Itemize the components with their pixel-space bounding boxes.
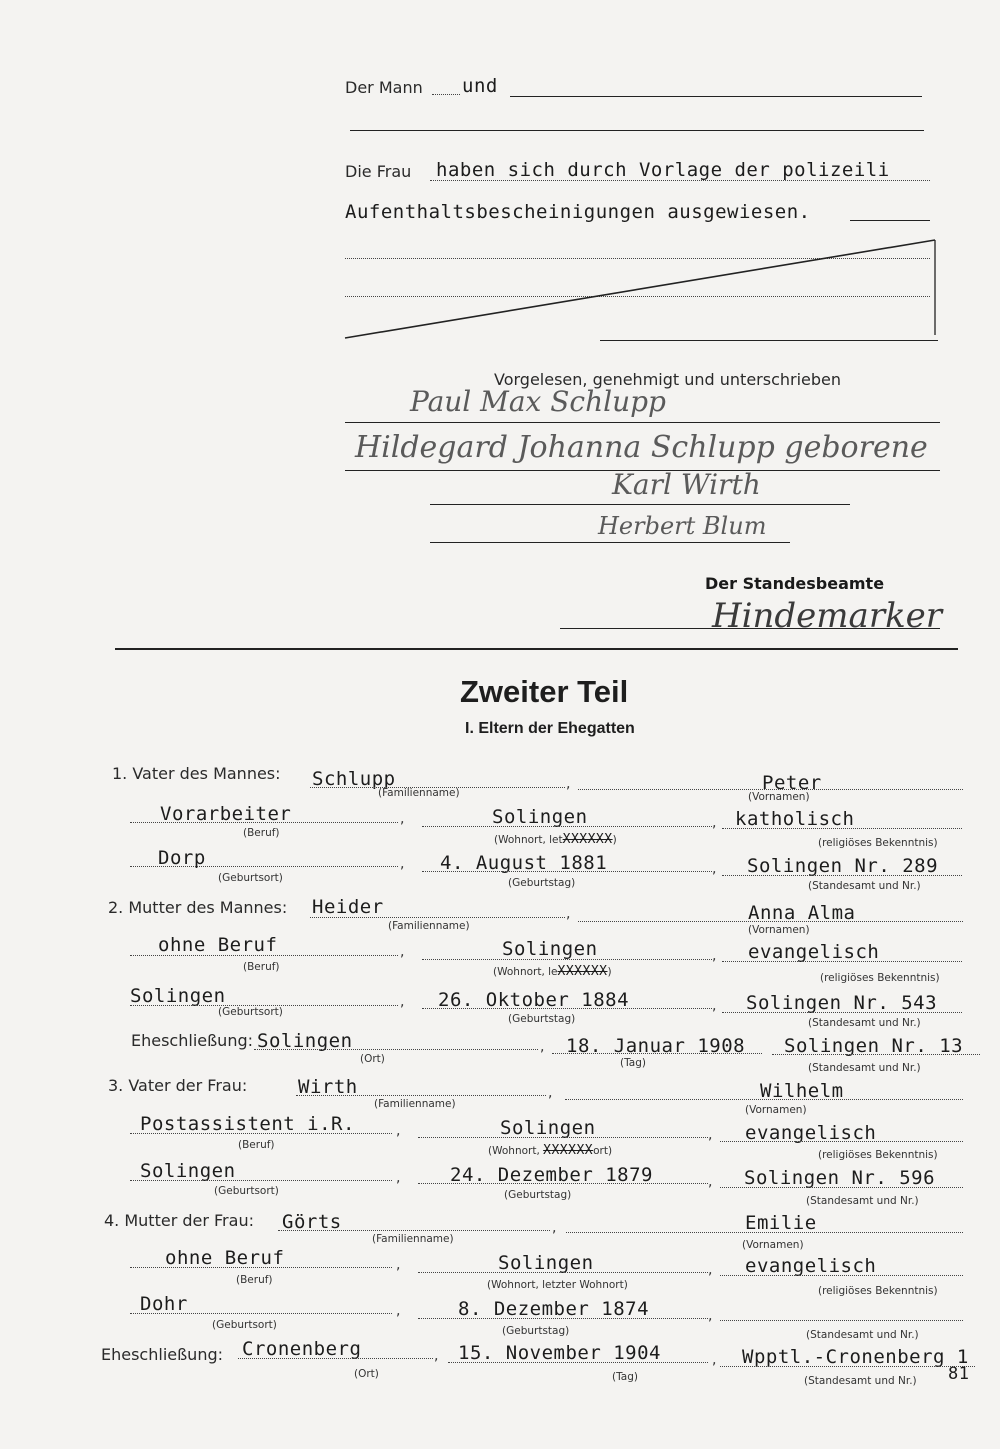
marriage2-ort-cap: (Ort) [354, 1368, 379, 1380]
entry1-vorname: Peter [762, 772, 822, 794]
entry2-standesamt-line [722, 1012, 962, 1013]
entry3-geburtsort: Solingen [140, 1160, 236, 1182]
entry3-geburtstag: 24. Dezember 1879 [450, 1164, 653, 1186]
entry4-standesamt-line [720, 1320, 963, 1321]
comma: , [712, 1352, 717, 1368]
entry1-bekenntnis-cap: (religiöses Bekenntnis) [818, 837, 938, 849]
entry3-name-line [296, 1095, 546, 1096]
section-subtitle: I. Eltern der Ehegatten [465, 720, 635, 737]
entry4-geburtsort-line [130, 1313, 392, 1314]
frau-line-2 [850, 220, 930, 221]
entry3-standesamt-cap: (Standesamt und Nr.) [806, 1195, 919, 1207]
entry1-geburtstag-line [422, 871, 712, 872]
divider-line-2 [600, 340, 938, 341]
comma: , [708, 1262, 713, 1278]
sig-line-1 [345, 422, 940, 423]
strike-through-line [340, 235, 940, 345]
comma: , [434, 1348, 439, 1364]
entry1-name: Schlupp [312, 768, 396, 790]
marriage1-tag-cap: (Tag) [620, 1057, 646, 1069]
comma: , [396, 1303, 401, 1319]
entry2-wohnort-cap [493, 964, 612, 979]
entry4-beruf: ohne Beruf [165, 1247, 285, 1269]
entry1-standesamt-line [722, 875, 962, 876]
entry2-geburtstag: 26. Oktober 1884 [438, 989, 630, 1011]
entry2-geburtsort-cap: (Geburtsort) [218, 1006, 283, 1018]
entry4-bekenntnis-cap: (religiöses Bekenntnis) [818, 1285, 938, 1297]
frau-text-2: Aufenthaltsbescheinigungen ausgewiesen. [345, 201, 811, 223]
entry4-beruf-line [130, 1267, 392, 1268]
entry3-standesamt-line [720, 1187, 963, 1188]
entry1-beruf-cap: (Beruf) [243, 827, 280, 839]
comma: , [708, 1174, 713, 1190]
entry4-geburtsort-cap: (Geburtsort) [212, 1319, 277, 1331]
vorgelesen-text: Vorgelesen, genehmigt und unterschrieben [494, 370, 842, 389]
entry3-label: 3. Vater der Frau: [108, 1076, 248, 1095]
entry1-geburtstag-cap: (Geburtstag) [508, 877, 576, 889]
entry3-bekenntnis-cap: (religiöses Bekenntnis) [818, 1149, 938, 1161]
entry3-wohnort-cap [488, 1143, 612, 1158]
comma: , [400, 994, 405, 1010]
entry4-beruf-cap: (Beruf) [236, 1274, 273, 1286]
entry1-geburtsort: Dorp [158, 847, 206, 869]
entry3-bekenntnis: evangelisch [745, 1122, 877, 1144]
sig-line-3 [430, 504, 850, 505]
entry4-standesamt-cap: (Standesamt und Nr.) [806, 1329, 919, 1341]
entry4-bekenntnis-line [720, 1275, 963, 1276]
divider-line-1 [350, 130, 924, 131]
marriage1-tag-line [552, 1053, 762, 1054]
entry1-wohnort: Solingen [492, 806, 588, 828]
marriage2-standesamt-line [720, 1366, 975, 1367]
entry3-bekenntnis-line [720, 1141, 963, 1142]
standesbeamte-line [560, 628, 940, 629]
entry3-wohnort-line [418, 1137, 708, 1138]
entry4-wohnort: Solingen [498, 1252, 594, 1274]
entry4-name-line [278, 1230, 550, 1231]
entry3-geburtsort-cap: (Geburtsort) [214, 1185, 279, 1197]
entry2-crossed: XXXXXX [557, 964, 608, 979]
entry4-geburtstag-line [418, 1318, 708, 1319]
comma: , [396, 1257, 401, 1273]
frau-dots [430, 180, 930, 181]
entry4-wohnort-line [418, 1272, 708, 1273]
entry2-beruf-cap: (Beruf) [243, 961, 280, 973]
entry3-beruf: Postassistent i.R. [140, 1113, 355, 1135]
entry3-vorname-line [565, 1099, 963, 1100]
entry2-geburtsort: Solingen [130, 985, 226, 1007]
entry1-geburtsort-line [130, 866, 398, 867]
section-divider [115, 648, 958, 650]
comma: , [400, 856, 405, 872]
entry4-geburtsort: Dohr [140, 1293, 188, 1315]
entry3-vorname-cap: (Vornamen) [745, 1104, 807, 1116]
entry1-label: 1. Vater des Mannes: [112, 764, 281, 783]
entry4-vorname-line [566, 1232, 963, 1233]
entry4-wohnort-cap: (Wohnort, letzter Wohnort) [487, 1279, 628, 1291]
entry1-bekenntnis-line [722, 828, 962, 829]
signature-1: Paul Max Schlupp [410, 385, 666, 418]
entry2-bekenntnis: evangelisch [748, 941, 880, 963]
page-number: 81 [948, 1364, 970, 1384]
entry3-wohnort: Solingen [500, 1117, 596, 1139]
comma: , [548, 1085, 553, 1101]
comma: , [566, 776, 571, 792]
entry1-beruf: Vorarbeiter [160, 803, 292, 825]
comma: , [396, 1170, 401, 1186]
cap-tail: ort) [593, 1145, 613, 1157]
mann-dots [432, 94, 460, 95]
entry4-label: 4. Mutter der Frau: [104, 1211, 254, 1230]
entry3-name-cap: (Familienname) [374, 1098, 456, 1110]
entry4-vorname-cap: (Vornamen) [742, 1239, 804, 1251]
cap-part: (Wohnort, [488, 1145, 540, 1157]
cap-part: (Wohnort, let [494, 834, 563, 846]
entry3-standesamt: Solingen Nr. 596 [744, 1167, 936, 1189]
marriage2-standesamt-cap: (Standesamt und Nr.) [804, 1375, 917, 1387]
entry2-geburtstag-line [422, 1008, 712, 1009]
sig-line-4 [430, 542, 790, 543]
marriage2-ort-line [238, 1358, 433, 1359]
entry2-bekenntnis-line [722, 961, 962, 962]
entry1-standesamt-cap: (Standesamt und Nr.) [808, 880, 921, 892]
entry2-bekenntnis-cap: (religiöses Bekenntnis) [820, 972, 940, 984]
entry2-wohnort: Solingen [502, 938, 598, 960]
entry2-vorname-cap: (Vornamen) [748, 924, 810, 936]
comma: , [552, 1220, 557, 1236]
comma: , [566, 906, 571, 922]
entry2-name: Heider [312, 896, 384, 918]
marriage2-tag: 15. November 1904 [458, 1342, 661, 1364]
entry2-vorname: Anna Alma [748, 902, 856, 924]
entry2-name-cap: (Familienname) [388, 920, 470, 932]
marriage2-ort: Cronenberg [242, 1338, 362, 1360]
entry2-vorname-line [578, 921, 963, 922]
standesbeamte-signature: Hindemarker [712, 596, 943, 636]
cap-end: ) [607, 966, 612, 978]
marriage1-ort-cap: (Ort) [360, 1053, 385, 1065]
signature-3: Karl Wirth [612, 468, 761, 501]
entry1-vorname-line [578, 789, 963, 790]
entry3-geburtstag-cap: (Geburtstag) [504, 1189, 572, 1201]
mann-label: Der Mann [345, 78, 423, 97]
entry4-geburtstag-cap: (Geburtstag) [502, 1325, 570, 1337]
comma: , [400, 944, 405, 960]
mann-text: und [462, 75, 498, 97]
marriage1-standesamt-line [772, 1054, 980, 1055]
marriage1-standesamt: Solingen Nr. 13 [784, 1035, 964, 1057]
frau-label: Die Frau [345, 162, 412, 181]
entry1-standesamt: Solingen Nr. 289 [747, 855, 939, 877]
entry3-vorname: Wilhelm [760, 1080, 844, 1102]
entry1-wohnort-cap [494, 832, 617, 847]
entry3-crossed: XXXXXX [543, 1143, 594, 1158]
section-title: Zweiter Teil [460, 674, 629, 709]
entry2-wohnort-line [422, 959, 712, 960]
marriage2-tag-line [448, 1362, 708, 1363]
entry2-label: 2. Mutter des Mannes: [108, 898, 288, 917]
marriage2-label: Eheschließung: [101, 1345, 224, 1364]
entry4-bekenntnis: evangelisch [745, 1255, 877, 1277]
entry4-geburtstag: 8. Dezember 1874 [458, 1298, 650, 1320]
standesbeamte-label: Der Standesbeamte [705, 574, 885, 593]
entry2-geburtstag-cap: (Geburtstag) [508, 1013, 576, 1025]
entry2-beruf: ohne Beruf [158, 934, 278, 956]
signature-2: Hildegard Johanna Schlupp geborene [355, 430, 928, 465]
entry4-vorname: Emilie [745, 1212, 817, 1234]
comma: , [712, 998, 717, 1014]
entry4-name-cap: (Familienname) [372, 1233, 454, 1245]
entry2-standesamt-cap: (Standesamt und Nr.) [808, 1017, 921, 1029]
mann-line [510, 96, 922, 97]
comma: , [540, 1039, 545, 1055]
comma: , [708, 1127, 713, 1143]
entry2-beruf-line [130, 955, 398, 956]
entry1-geburtstag: 4. August 1881 [440, 852, 608, 874]
entry3-geburtstag-line [418, 1183, 708, 1184]
entry2-name-line [310, 917, 565, 918]
comma: , [708, 1308, 713, 1324]
comma: , [712, 815, 717, 831]
entry2-standesamt: Solingen Nr. 543 [746, 992, 938, 1014]
cap-end: ) [612, 834, 617, 846]
entry1-bekenntnis: katholisch [735, 808, 855, 830]
marriage1-standesamt-cap: (Standesamt und Nr.) [808, 1062, 921, 1074]
entry3-name: Wirth [298, 1076, 358, 1098]
marriage1-tag: 18. Januar 1908 [566, 1035, 746, 1057]
entry1-crossed: XXXXXX [562, 832, 613, 847]
entry1-vorname-cap: (Vornamen) [748, 791, 810, 803]
signature-4: Herbert Blum [598, 512, 767, 540]
cap-part: (Wohnort, le [493, 966, 558, 978]
marriage1-ort-line [254, 1049, 538, 1050]
marriage2-tag-cap: (Tag) [612, 1371, 638, 1383]
comma: , [400, 811, 405, 827]
marriage1-ort: Solingen [257, 1030, 353, 1052]
marriage1-label: Eheschließung: [131, 1031, 254, 1050]
comma: , [712, 861, 717, 877]
entry3-geburtsort-line [130, 1180, 392, 1181]
comma: , [396, 1123, 401, 1139]
marriage2-standesamt: Wpptl.-Cronenberg 1 [742, 1346, 969, 1368]
entry4-name: Görts [282, 1211, 342, 1233]
entry1-beruf-line [130, 822, 398, 823]
entry3-beruf-cap: (Beruf) [238, 1139, 275, 1151]
frau-text: haben sich durch Vorlage der polizeili [436, 159, 890, 181]
entry1-wohnort-line [422, 826, 712, 827]
entry1-geburtsort-cap: (Geburtsort) [218, 872, 283, 884]
entry1-name-cap: (Familienname) [378, 787, 460, 799]
entry3-beruf-line [130, 1133, 392, 1134]
comma: , [712, 948, 717, 964]
